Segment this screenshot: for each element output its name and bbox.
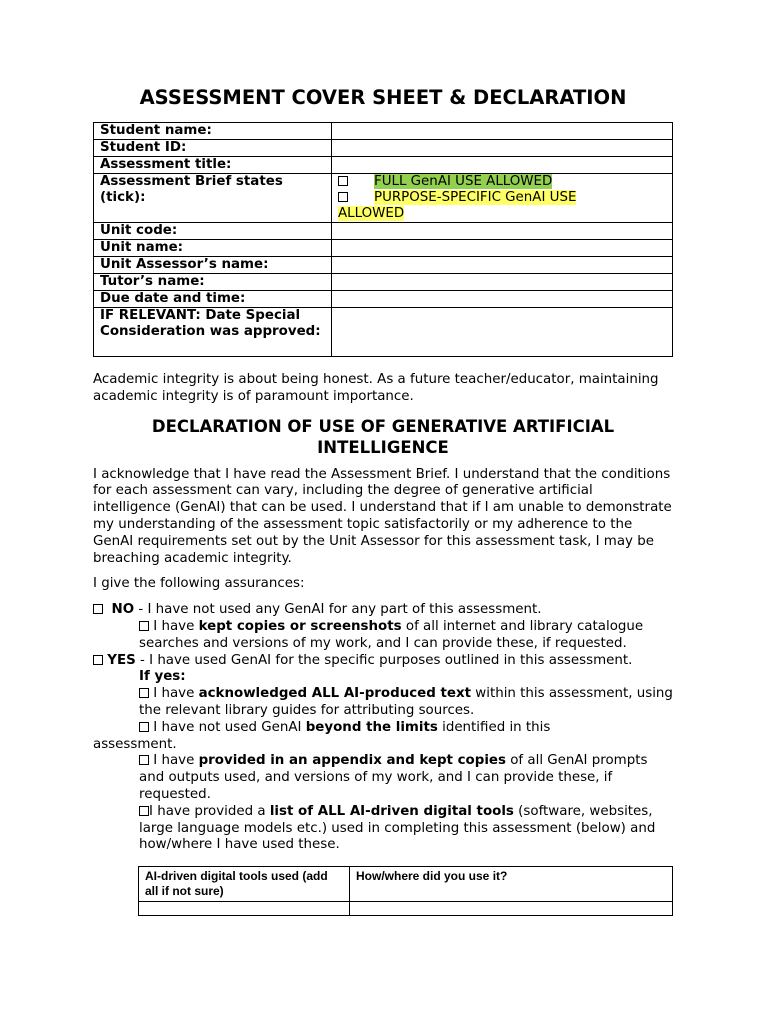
- declaration-heading: DECLARATION OF USE OF GENERATIVE ARTIFICIAL INTELLIGENCE: [151, 416, 615, 457]
- row-label: Assessment title:: [94, 157, 332, 174]
- row-label: Unit Assessor’s name:: [94, 257, 332, 274]
- no-sub-item: I have kept copies or screenshots of all internet and library catalogue searches and versions of my work, and I can provide these, if requested.: [139, 618, 644, 651]
- ai-tools-table: [138, 866, 673, 916]
- table-header-row: [139, 867, 673, 902]
- brief-option-purpose-specific: [338, 190, 666, 206]
- option-label-continued: ALLOWED: [338, 206, 405, 221]
- table-row: [94, 308, 673, 357]
- yes-item-limits: I have not used GenAI beyond the limits identified in this assessment.: [93, 719, 551, 752]
- integrity-paragraph: Academic integrity is about being honest. As a future teacher/educator, maintaining academic integrity is of paramount importance.: [93, 372, 659, 404]
- tutor-name-field[interactable]: [332, 274, 673, 291]
- table-row: [94, 223, 673, 240]
- acknowledge-paragraph: I acknowledge that I have read the Assessment Brief. I understand that the conditions for each assessment can vary, including the degree of generative artificial intelligence (GenAI) that can be used. I understand that if I am unable to demonstrate my understanding of the assessment topic satisfactorily or my adherence to the GenAI requirements set out by the Unit Assessor for this assessment task, I may be breaching academic integrity.: [93, 466, 672, 566]
- row-label: Student name:: [94, 123, 332, 140]
- row-label: Due date and time:: [94, 291, 332, 308]
- no-text: - I have not used any GenAI for any part of this assessment.: [134, 602, 542, 618]
- cover-sheet-table: [93, 122, 673, 357]
- special-consideration-field[interactable]: [332, 308, 673, 357]
- yes-checkbox-icon[interactable]: [93, 655, 103, 665]
- table-row: [94, 240, 673, 257]
- yes-label: YES: [107, 652, 136, 668]
- row-label: Unit name:: [94, 240, 332, 257]
- column-header-tools: AI-driven digital tools used (add all if not sure): [139, 867, 350, 902]
- checkbox-icon[interactable]: [139, 688, 149, 698]
- table-row: [94, 140, 673, 157]
- unit-code-field[interactable]: [332, 223, 673, 240]
- table-row: [94, 157, 673, 174]
- row-label: IF RELEVANT: Date Special Consideration was approved:: [94, 308, 332, 357]
- yes-text: - I have used GenAI for the specific purposes outlined in this assessment.: [135, 652, 633, 668]
- yes-item-acknowledged: I have acknowledged ALL AI-produced text within this assessment, using the relevant library guides for attributing sources.: [139, 686, 673, 718]
- table-row: [94, 291, 673, 308]
- table-row: [94, 257, 673, 274]
- no-checkbox-icon[interactable]: [93, 604, 103, 614]
- due-date-field[interactable]: [332, 291, 673, 308]
- table-row: [94, 274, 673, 291]
- tool-name-cell[interactable]: [139, 902, 350, 916]
- brief-option-full: [338, 174, 666, 190]
- yes-item-tools-list: I have provided a list of ALL AI-driven digital tools (software, websites, large language models etc.) used in completing this assessment (below) and how/where I have used these.: [139, 803, 656, 853]
- student-id-field[interactable]: [332, 140, 673, 157]
- unit-name-field[interactable]: [332, 240, 673, 257]
- row-label: Unit code:: [94, 223, 332, 240]
- assurance-intro: I give the following assurances:: [93, 576, 305, 592]
- option-label: FULL GenAI USE ALLOWED: [374, 174, 553, 189]
- table-row: [139, 902, 673, 916]
- yes-option: [93, 653, 673, 670]
- option-label: PURPOSE-SPECIFIC GenAI USE: [374, 190, 577, 205]
- no-label: NO: [111, 602, 135, 618]
- assessment-title-field[interactable]: [332, 157, 673, 174]
- checkbox-icon[interactable]: [139, 806, 149, 816]
- if-yes-label: If yes:: [139, 669, 186, 685]
- checkbox-icon[interactable]: [139, 755, 149, 765]
- checkbox-icon[interactable]: [338, 176, 348, 186]
- column-header-usage: How/where did you use it?: [350, 867, 673, 902]
- row-label: Student ID:: [94, 140, 332, 157]
- yes-item-appendix: I have provided in an appendix and kept copies of all GenAI prompts and outputs used, and versions of my work, and I can provide these, if requested.: [139, 753, 648, 802]
- checkbox-icon[interactable]: [139, 722, 149, 732]
- unit-assessor-field[interactable]: [332, 257, 673, 274]
- student-name-field[interactable]: [332, 123, 673, 140]
- table-row: [94, 174, 673, 223]
- document-content: [93, 84, 673, 916]
- brief-options-cell: [332, 174, 673, 223]
- row-label: Tutor’s name:: [94, 274, 332, 291]
- checkbox-icon[interactable]: [338, 192, 348, 202]
- tool-usage-cell[interactable]: [350, 902, 673, 916]
- checkbox-icon[interactable]: [139, 621, 149, 631]
- page-title: ASSESSMENT COVER SHEET & DECLARATION: [139, 86, 627, 109]
- row-label: Assessment Brief states (tick):: [94, 174, 332, 223]
- no-option: [93, 602, 673, 619]
- table-row: [94, 123, 673, 140]
